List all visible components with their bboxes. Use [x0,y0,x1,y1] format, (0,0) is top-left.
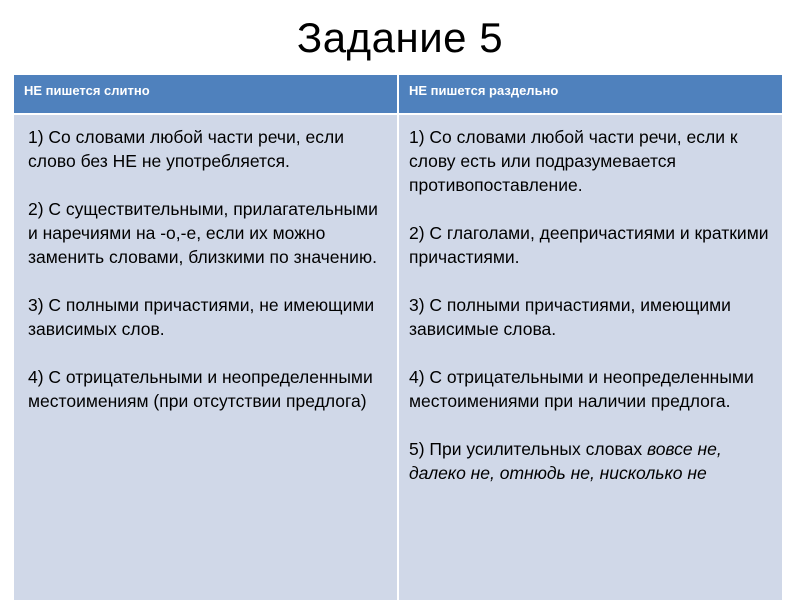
rule-italic-text: вовсе не, далеко не, отнюдь не, нисколько не [409,439,722,483]
column-body-separately [399,115,782,600]
rule-item: 1) Со словами любой части речи, если к слову есть или подразумевается противопоставление. [409,127,738,195]
column-header-separately: НЕ пишется раздельно [399,75,782,113]
rule-item: 4) С отрицательными и неопределенными местоимениям (при отсутствии предлога) [28,367,373,411]
rule-item: 3) С полными причастиями, не имеющими зависимых слов. [28,295,375,339]
rule-item: 2) С существительными, прилагательными и наречиями на -о,-е, если их можно заменить словами, близкими по значению. [28,199,378,267]
rules-table [14,75,782,600]
slide-title: Задание 5 [296,14,504,61]
rule-item: 3) С полными причастиями, имеющими зависимые слова. [409,295,731,339]
column-header-together: НЕ пишется слитно [14,75,397,113]
rule-text: 5) При усилительных словах [409,439,647,459]
rule-item: 4) С отрицательными и неопределенными местоимениями при наличии предлога. [409,367,754,411]
rule-item: 1) Со словами любой части речи, если слово без НЕ не употребляется. [28,127,344,171]
rule-item [409,437,774,485]
column-body-together [14,115,397,600]
rule-item: 2) С глаголами, деепричастиями и краткими причастиями. [409,223,769,267]
